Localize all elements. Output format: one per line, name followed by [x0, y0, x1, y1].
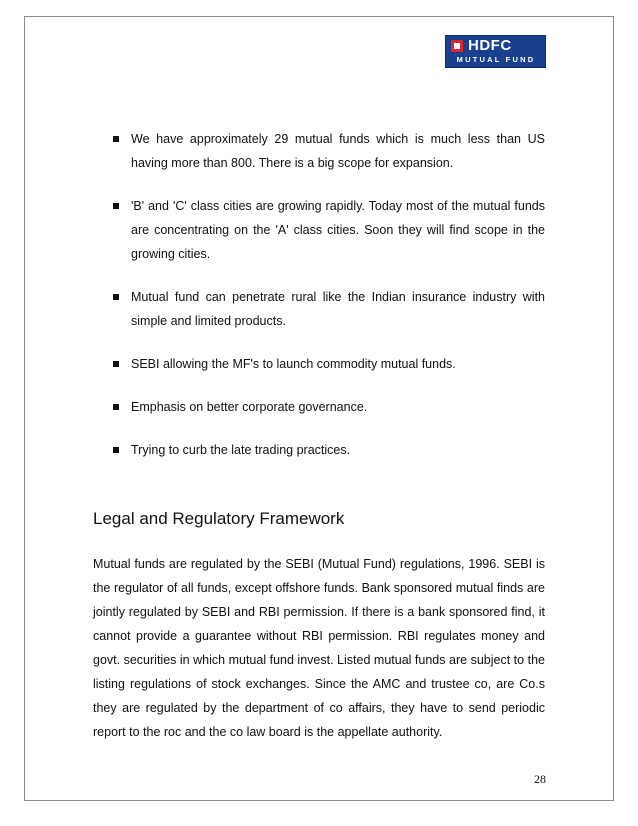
logo-brand: HDFC	[468, 37, 512, 54]
page-number: 28	[534, 772, 546, 786]
bullet-list	[113, 127, 545, 481]
body-paragraph: Mutual funds are regulated by the SEBI (Mutual Fund) regulations, 1996. SEBI is the regulator of all funds, except offshore funds. Bank sponsored mutual finds are jointly regulated by SEBI and RBI permission. If there is a bank sponsored find, it cannot provide a guarantee without RBI permission. RBI regulates money and govt. securities in which mutual fund invest. Listed mutual funds are subject to the listing regulations of stock exchanges. Since the AMC and trustee co, are Co.s they are regulated by the department of co affairs, they have to send periodic report to the roc and the co law board is the appellate authority.	[93, 557, 545, 739]
bullet-item: SEBI allowing the MF's to launch commodity mutual funds.	[113, 352, 545, 376]
logo-subtitle: MUTUAL FUND	[456, 55, 536, 64]
bullet-item: Trying to curb the late trading practices.	[113, 438, 545, 462]
section-heading: Legal and Regulatory Framework	[93, 509, 345, 528]
bullet-item: We have approximately 29 mutual funds which is much less than US having more than 800. There is a big scope for expansion.	[113, 127, 545, 175]
hdfc-mark-icon	[451, 40, 463, 52]
hdfc-logo	[445, 35, 546, 68]
bullet-item: Mutual fund can penetrate rural like the Indian insurance industry with simple and limited products.	[113, 285, 545, 333]
bullet-item: 'B' and 'C' class cities are growing rapidly. Today most of the mutual funds are concentrating on the 'A' class cities. Soon they will find scope in the growing cities.	[113, 194, 545, 266]
bullet-item: Emphasis on better corporate governance.	[113, 395, 545, 419]
